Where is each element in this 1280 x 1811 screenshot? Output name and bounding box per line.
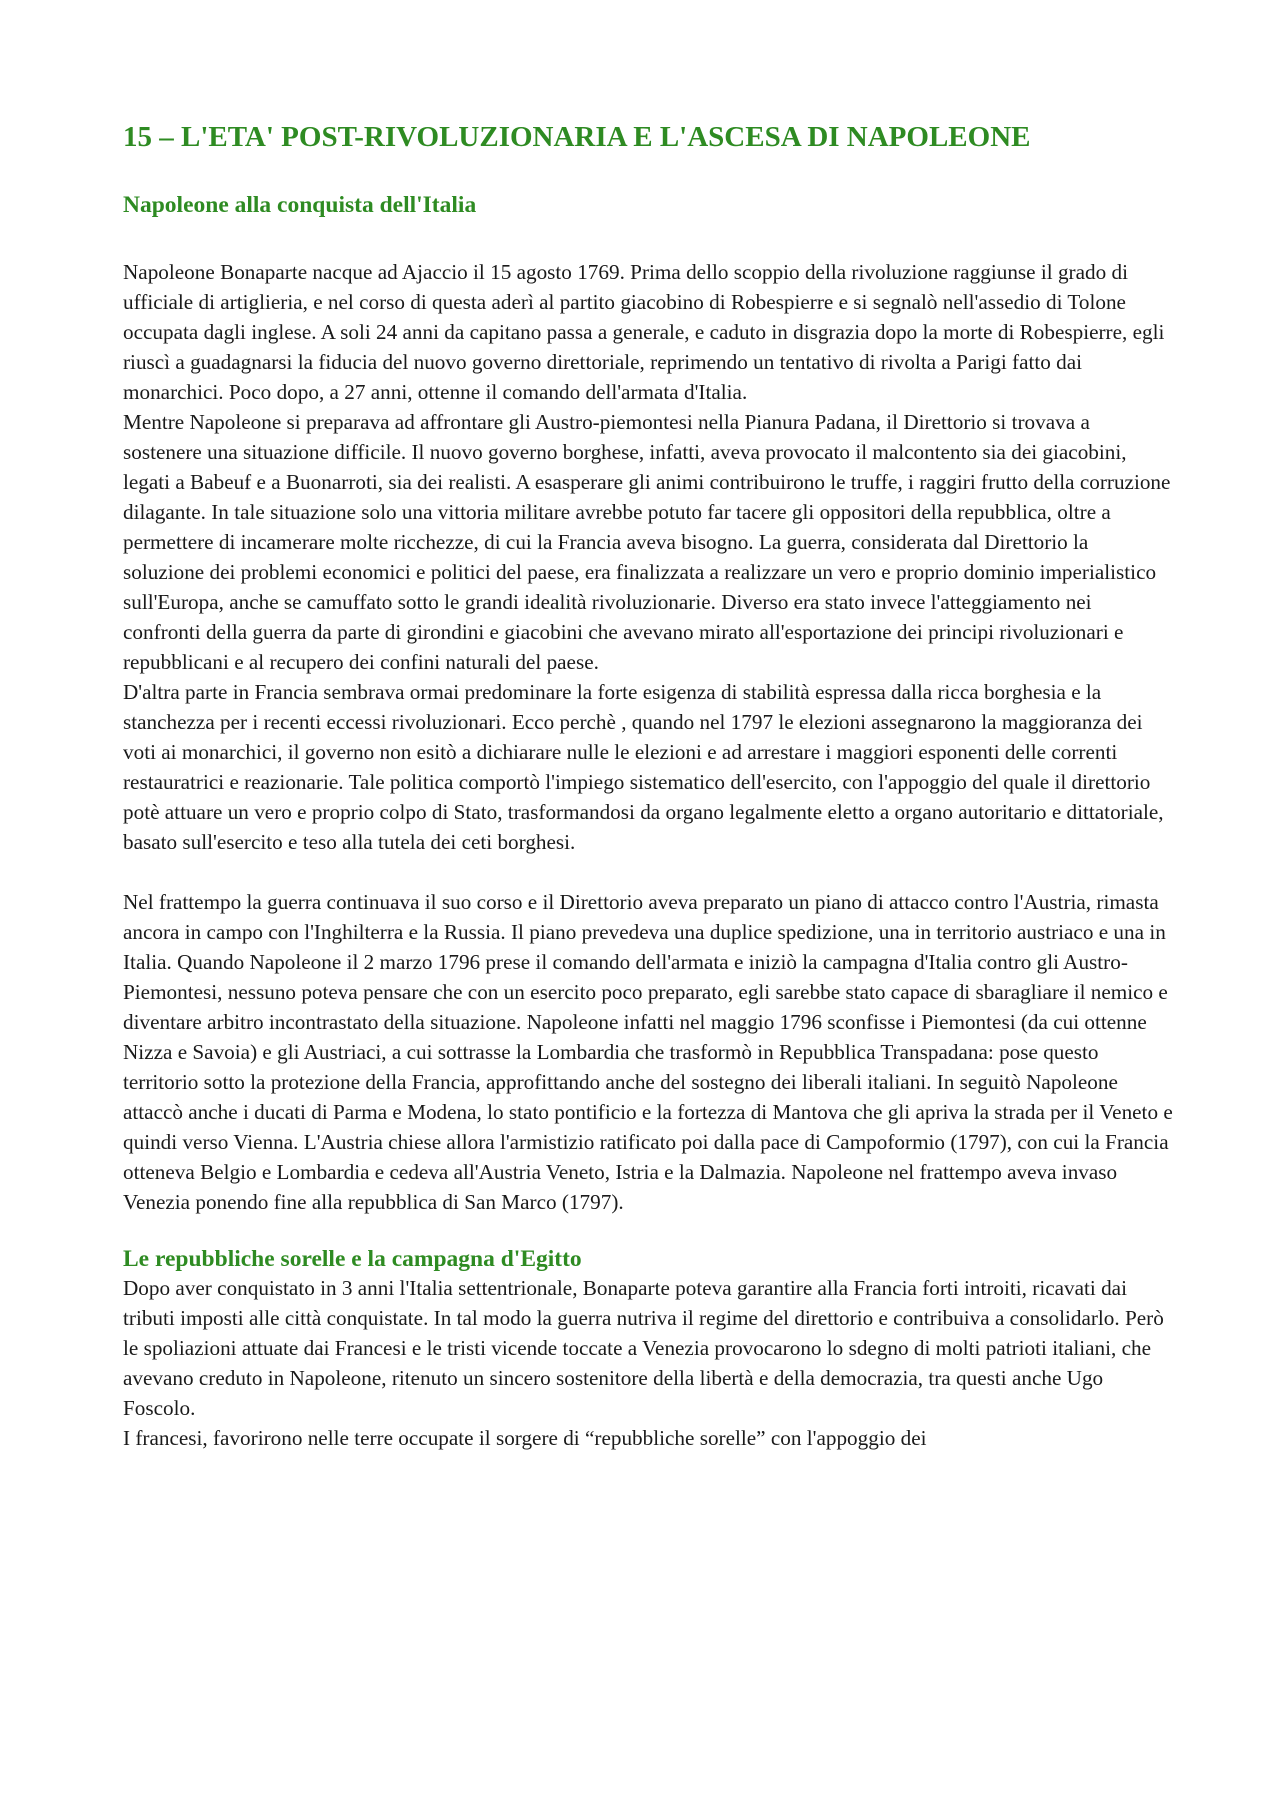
- paragraph-spacer: [123, 857, 1173, 887]
- section-heading-conquista-italia: Napoleone alla conquista dell'Italia: [123, 191, 477, 218]
- paragraph: I francesi, favorirono nelle terre occupate il sorgere di “repubbliche sorelle” con l'appoggio dei: [123, 1426, 927, 1451]
- section-heading-repubbliche-sorelle: Le repubbliche sorelle e la campagna d'Egitto: [123, 1245, 582, 1272]
- paragraph: Mentre Napoleone si preparava ad affrontare gli Austro-piemontesi nella Pianura Padana, il Direttorio si trovava a sostenere una situazione difficile. Il nuovo governo borghese, infatti, aveva provocato il malcontento sia dei giacobini, legati a Babeuf e a Buonarroti, sia dei realisti. A esasperare gli animi contribuirono le truffe, i raggiri frutto della corruzione dilagante. In tale situazione solo una vittoria militare avrebbe potuto far tacere gli oppositori della repubblica, oltre a permettere di incamerare molte ricchezze, di cui la Francia aveva bisogno. La guerra, considerata dal Direttorio la soluzione dei problemi economici e politici del paese, era finalizzata a realizzare un vero e proprio dominio imperialistico sull'Europa, anche se camuffato sotto le grandi idealità rivoluzionarie. Diverso era stato invece l'atteggiamento nei confronti della guerra da parte di girondini e giacobini che avevano mirato all'esportazione dei principi rivoluzionari e repubblicani e al recupero dei confini naturali del paese.: [123, 409, 1171, 674]
- paragraph: Dopo aver conquistato in 3 anni l'Italia settentrionale, Bonaparte poteva garantire alla Francia forti introiti, ricavati dai tributi imposti alle città conquistate. In tal modo la guerra nutriva il regime del direttorio e contribuiva a consolidarlo. Però le spoliazioni attuate dai Francesi e le tristi vicende toccate a Venezia provocarono lo sdegno di molti patrioti italiani, che avevano creduto in Napoleone, ritenuto un sincero sostenitore della libertà e della democrazia, tra questi anche Ugo Foscolo.: [123, 1276, 1164, 1421]
- paragraph: D'altra parte in Francia sembrava ormai predominare la forte esigenza di stabilità espressa dalla ricca borghesia e la stanchezza per i recenti eccessi rivoluzionari. Ecco perchè , quando nel 1797 le elezioni assegnarono la maggioranza dei voti ai monarchici, il governo non esitò a dichiarare nulle le elezioni e ad arrestare i maggiori esponenti delle correnti restauratrici e reazionarie. Tale politica comportò l'impiego sistematico dell'esercito, con l'appoggio del quale il direttorio potè attuare un vero e proprio colpo di Stato, trasformandosi da organo legalmente eletto a organo autoritario e dittatoriale, basato sull'esercito e teso alla tutela dei ceti borghesi.: [123, 679, 1164, 854]
- paragraph: Nel frattempo la guerra continuava il suo corso e il Direttorio aveva preparato un piano di attacco contro l'Austria, rimasta ancora in campo con l'Inghilterra e la Russia. Il piano prevedeva una duplice spedizione, una in territorio austriaco e una in Italia. Quando Napoleone il 2 marzo 1796 prese il comando dell'armata e iniziò la campagna d'Italia contro gli Austro-Piemontesi, nessuno poteva pensare che con un esercito poco preparato, egli sarebbe stato capace di sbaragliare il nemico e diventare arbitro incontrastato della situazione. Napoleone infatti nel maggio 1796 sconfisse i Piemontesi (da cui ottenne Nizza e Savoia) e gli Austriaci, a cui sottrasse la Lombardia che trasformò in Repubblica Transpadana: pose questo territorio sotto la protezione della Francia, approfittando anche del sostegno dei liberali italiani. In seguitò Napoleone attaccò anche i ducati di Parma e Modena, lo stato pontificio e la fortezza di Mantova che gli apriva la strada per il Veneto e quindi verso Vienna. L'Austria chiese allora l'armistizio ratificato poi dalla pace di Campoformio (1797), con cui la Francia otteneva Belgio e Lombardia e cedeva all'Austria Veneto, Istria e la Dalmazia. Napoleone nel frattempo aveva invaso Venezia ponendo fine alla repubblica di San Marco (1797).: [123, 889, 1173, 1214]
- document-page: [123, 120, 1173, 1453]
- document-title: 15 – L'ETA' POST-RIVOLUZIONARIA E L'ASCESA DI NAPOLEONE: [123, 121, 1031, 153]
- paragraph: Napoleone Bonaparte nacque ad Ajaccio il 15 agosto 1769. Prima dello scoppio della rivoluzione raggiunse il grado di ufficiale di artiglieria, e nel corso di questa aderì al partito giacobino di Robespierre e si segnalò nell'assedio di Tolone occupata dagli inglese. A soli 24 anni da capitano passa a generale, e caduto in disgrazia dopo la morte di Robespierre, egli riuscì a guadagnarsi la fiducia del nuovo governo direttoriale, reprimendo un tentativo di rivolta a Parigi fatto dai monarchici. Poco dopo, a 27 anni, ottenne il comando dell'armata d'Italia.: [123, 259, 1165, 404]
